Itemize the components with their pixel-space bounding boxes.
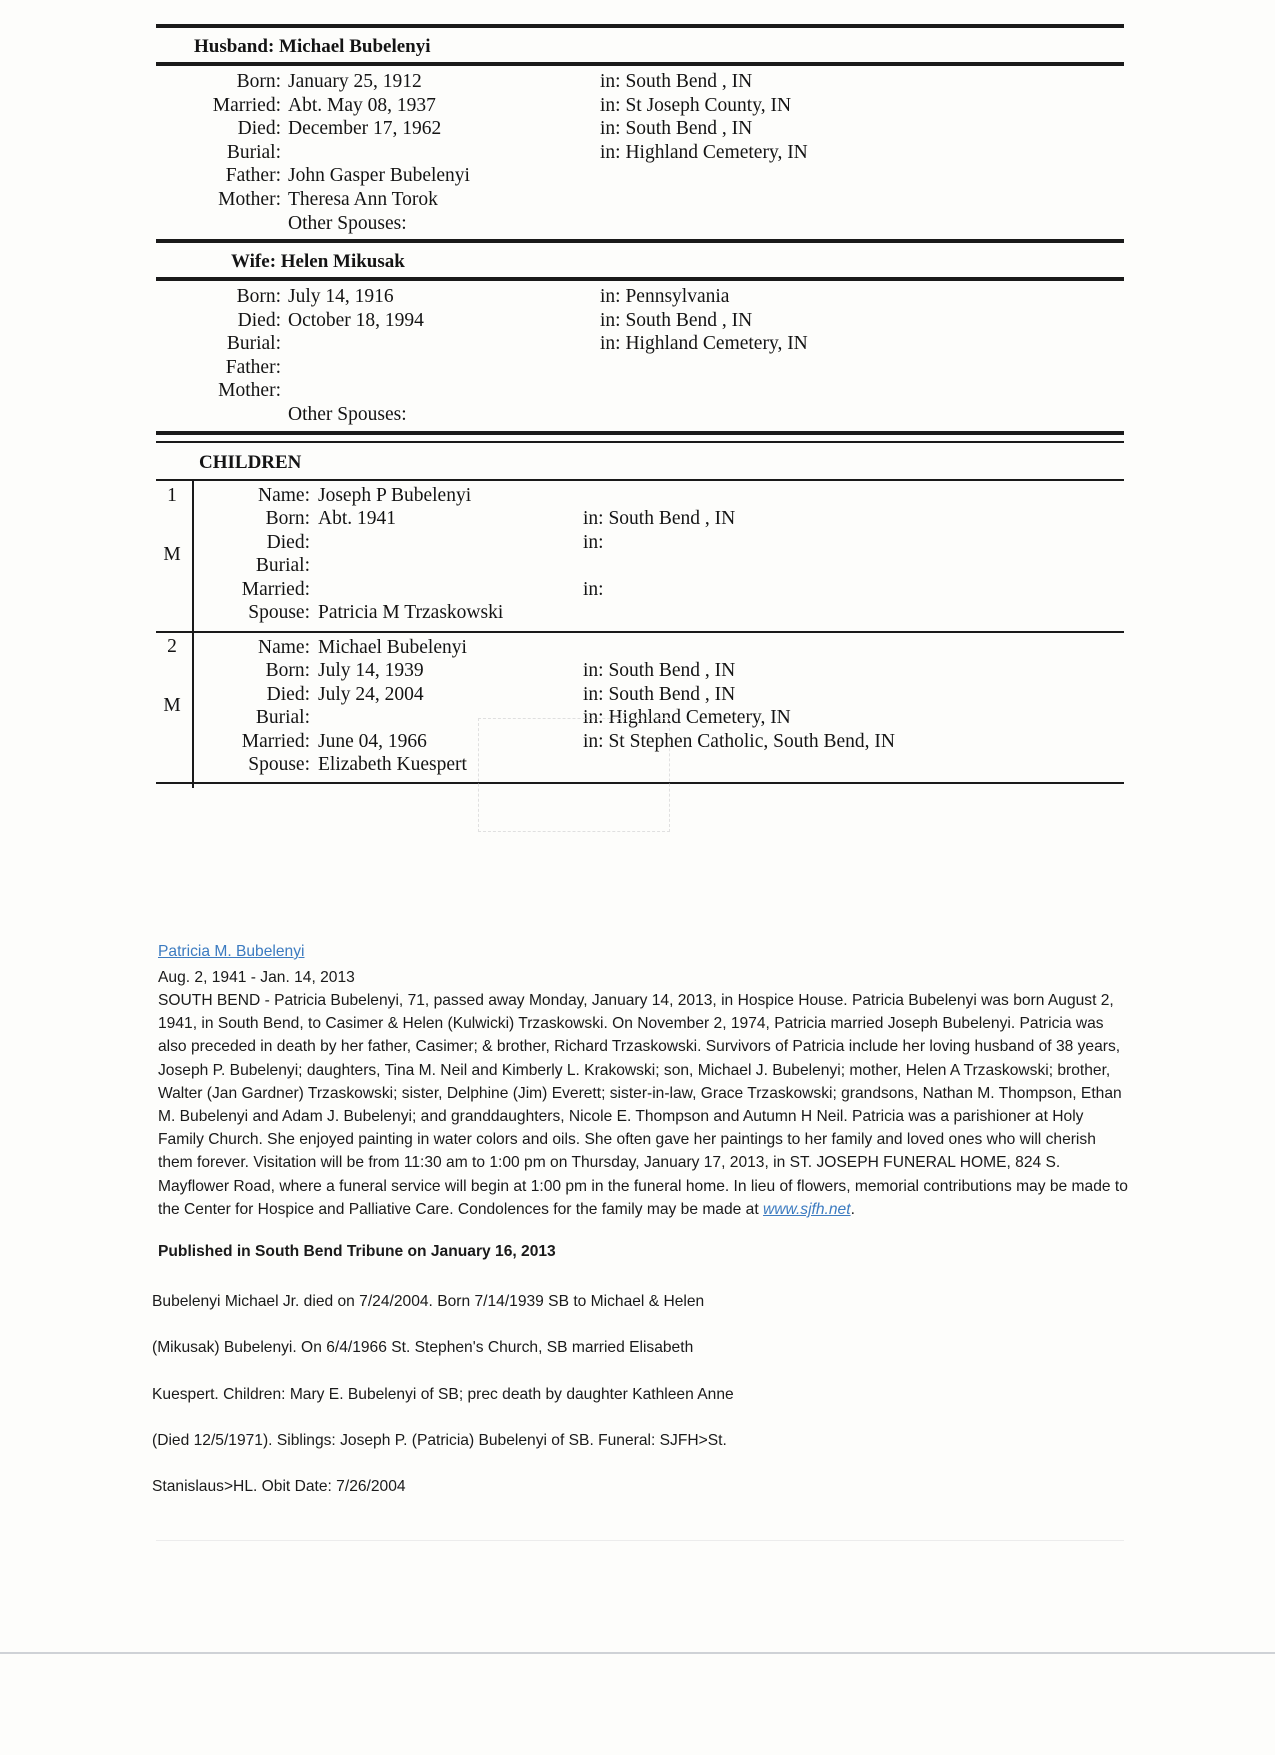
obit2-line: (Mikusak) Bubelenyi. On 6/4/1966 St. Stephen's Church, SB married Elisabeth [152, 1339, 694, 1356]
rule [156, 479, 1124, 481]
detail-label: Name: [258, 637, 310, 658]
detail-label: Died: [237, 118, 281, 140]
child-2-number: 2 [167, 636, 177, 657]
obituary-title[interactable]: Patricia M. Bubelenyi [158, 943, 305, 960]
child-1-sex: M [163, 544, 181, 565]
rule [156, 239, 1124, 243]
detail-label: Born: [265, 508, 310, 530]
detail-value: Theresa Ann Torok [288, 189, 438, 210]
detail-place: in: [583, 578, 604, 600]
detail-place: in: St Stephen Catholic, South Bend, IN [583, 730, 895, 752]
detail-row [0, 531, 1275, 555]
detail-row [0, 379, 1275, 403]
detail-value: December 17, 1962 [288, 118, 442, 140]
detail-row [0, 578, 1275, 602]
detail-place: in: Pennsylvania [600, 286, 730, 307]
detail-label: Burial: [226, 333, 281, 355]
detail-label: Father: [225, 165, 281, 187]
detail-label: Burial: [226, 141, 281, 163]
detail-value: July 24, 2004 [318, 683, 424, 705]
rule [156, 631, 1124, 633]
obituary-dates: Aug. 2, 1941 - Jan. 14, 2013 [158, 969, 355, 986]
child-2-sex: M [163, 695, 181, 716]
detail-label: Mother: [218, 189, 281, 210]
detail-place: in: St Joseph County, IN [600, 94, 792, 116]
obituary-body-text: SOUTH BEND - Patricia Bubelenyi, 71, passed away Monday, January 14, 2013, in Hospice House. Patricia Bubelenyi was born August 2, 1941, in South Bend, to Casimer & Helen (Kulwicki) Trzaskowski. On November 2, 1974, Patricia married Joseph Bubelenyi. Patricia was also preceded in death by her father, Casimer; & brother, Richard Trzaskowski. Survivors of Patricia include her loving husband of 38 years, Joseph P. Bubelenyi; daughters, Tina M. Neil and Kimberly L. Krakowski; son, Michael J. Bubelenyi; mother, Helen A Trzaskowski; brother, Walter (Jan Gardner) Trzaskowski; sister, Delphine (Jim) Everett; sister-in-law, Grace Trzaskowski; grandsons, Nathan M. Thompson, Ethan M. Bubelenyi and Adam J. Bubelenyi; and granddaughters, Nicole E. Thompson and Autumn H Neil. Patricia was a parishioner at Holy Family Church. She enjoyed painting in water colors and oils. She often gave her paintings to her family and loved ones who will cherish them forever. Visitation will be from 11:30 am to 1:00 pm on Thursday, January 17, 2013, in ST. JOSEPH FUNERAL HOME, 824 S. Mayflower Road, where a funeral service will begin at 1:00 pm in the funeral home. In lieu of flowers, memorial contributions may be made to the Center for Hospice and Palliative Care. Condolences for the family may be made at [158, 992, 1128, 1218]
detail-label: Burial: [255, 555, 310, 577]
detail-label: Born: [265, 660, 310, 682]
detail-label: Spouse: [248, 602, 310, 623]
obituary-body [158, 989, 1133, 1221]
detail-place: in: South Bend , IN [583, 508, 736, 530]
wife-name: Helen Mikusak [280, 251, 405, 272]
page-edge [0, 1652, 1275, 1654]
detail-place: in: Highland Cemetery, IN [600, 141, 808, 163]
detail-label: Married: [212, 94, 281, 116]
detail-label: Father: [225, 356, 281, 378]
detail-label: Married: [241, 730, 310, 752]
husband-header [194, 36, 431, 58]
detail-row [0, 164, 1275, 188]
detail-label: Died: [237, 309, 281, 331]
detail-value: Patricia M Trzaskowski [318, 602, 504, 623]
detail-row [0, 356, 1275, 380]
detail-row [0, 141, 1275, 165]
detail-value: October 18, 1994 [288, 309, 424, 331]
detail-label: Burial: [255, 707, 310, 729]
detail-row [0, 484, 1275, 508]
detail-place: in: South Bend , IN [583, 660, 736, 682]
husband-other-spouses: Other Spouses: [288, 213, 407, 234]
rule [156, 441, 1124, 443]
detail-row [0, 554, 1275, 578]
wife-header-label: Wife: [231, 251, 277, 272]
detail-row [0, 659, 1275, 683]
detail-place: in: South Bend , IN [600, 71, 753, 92]
detail-label: Born: [236, 286, 281, 307]
detail-value: Michael Bubelenyi [318, 637, 467, 658]
detail-value: Elizabeth Kuespert [318, 754, 467, 775]
detail-row [0, 636, 1275, 660]
husband-header-label: Husband: [194, 36, 275, 57]
children-header: CHILDREN [199, 452, 302, 473]
detail-label: Mother: [218, 380, 281, 402]
detail-value: Joseph P Bubelenyi [318, 485, 472, 506]
rule [156, 62, 1124, 66]
detail-place: in: South Bend , IN [600, 118, 753, 140]
detail-place: in: [583, 531, 604, 553]
obituary-published: Published in South Bend Tribune on January 16, 2013 [158, 1243, 556, 1260]
detail-place: in: South Bend , IN [600, 309, 753, 331]
detail-value: John Gasper Bubelenyi [288, 165, 470, 187]
detail-row [0, 285, 1275, 309]
rule [156, 431, 1124, 435]
detail-place: in: Highland Cemetery, IN [583, 707, 791, 729]
obit2-line: Kuespert. Children: Mary E. Bubelenyi of SB; prec death by daughter Kathleen Anne [152, 1386, 734, 1403]
detail-value: January 25, 1912 [288, 71, 422, 92]
detail-value: Abt. May 08, 1937 [288, 94, 436, 116]
detail-label: Spouse: [248, 754, 310, 775]
detail-label: Name: [258, 485, 310, 506]
rule [156, 24, 1124, 28]
detail-value: July 14, 1939 [318, 660, 424, 682]
obit2-line: (Died 12/5/1971). Siblings: Joseph P. (Patricia) Bubelenyi of SB. Funeral: SJFH>St. [152, 1432, 727, 1449]
detail-row [0, 117, 1275, 141]
detail-value: July 14, 1916 [288, 286, 394, 307]
child-1-number: 1 [167, 485, 177, 506]
detail-row [0, 188, 1275, 212]
obit2-line: Bubelenyi Michael Jr. died on 7/24/2004. Born 7/14/1939 SB to Michael & Helen [152, 1293, 705, 1310]
wife-other-spouses: Other Spouses: [288, 404, 407, 425]
detail-value: June 04, 1966 [318, 730, 427, 752]
husband-name: Michael Bubelenyi [279, 36, 431, 57]
detail-label: Died: [266, 683, 310, 705]
detail-row [0, 507, 1275, 531]
obituary-link[interactable]: www.sjfh.net [763, 1200, 851, 1218]
detail-row [0, 70, 1275, 94]
rule [156, 277, 1124, 281]
detail-row [0, 601, 1275, 625]
detail-place: in: South Bend , IN [583, 683, 736, 705]
detail-row [0, 332, 1275, 356]
detail-row [0, 309, 1275, 333]
detail-row [0, 94, 1275, 118]
detail-label: Married: [241, 578, 310, 600]
wife-header [231, 251, 405, 273]
detail-row [0, 683, 1275, 707]
detail-value: Abt. 1941 [318, 508, 396, 530]
detail-label: Died: [266, 531, 310, 553]
obit2-line: Stanislaus>HL. Obit Date: 7/26/2004 [152, 1478, 406, 1495]
detail-label: Born: [236, 71, 281, 92]
obituary-link-suffix: . [850, 1200, 855, 1218]
detail-place: in: Highland Cemetery, IN [600, 333, 808, 355]
